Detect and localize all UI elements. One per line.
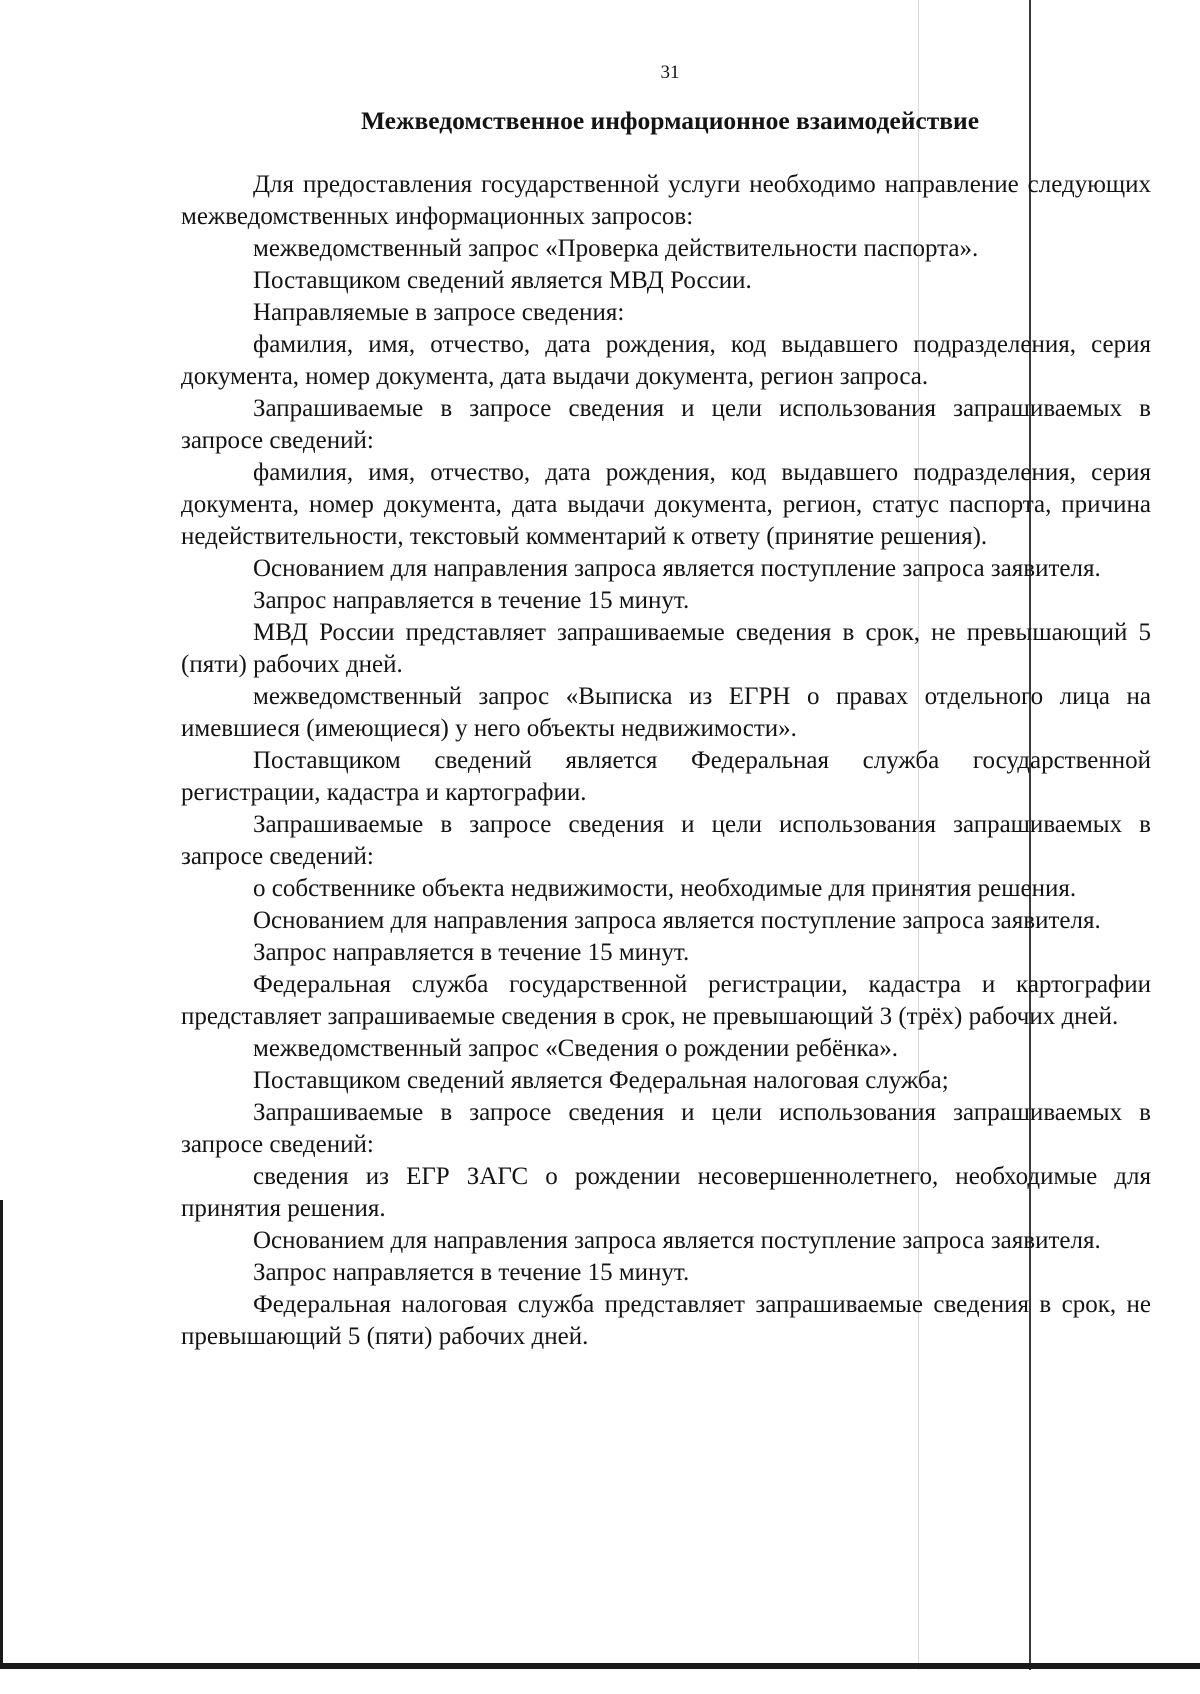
section-title: Межведомственное информационное взаимодействие [360, 106, 980, 135]
paragraph: Запрос направляется в течение 15 минут. [253, 939, 690, 966]
page-number: 31 [660, 62, 680, 83]
paragraph: Поставщиком сведений является МВД России. [253, 267, 752, 294]
paragraph: межведомственный запрос «Проверка действительности паспорта». [253, 235, 979, 262]
paragraph: Запрашиваемые в запросе сведения и цели использования запрашиваемых в запросе сведений: [181, 395, 1151, 454]
paragraph: Запрос направляется в течение 15 минут. [253, 587, 690, 614]
paragraph: Основанием для направления запроса является поступление запроса заявителя. [253, 907, 1101, 934]
paragraph: фамилия, имя, отчество, дата рождения, код выдавшего подразделения, серия документа, номер документа, дата выдачи документа, регион запроса. [181, 331, 1151, 390]
paragraph: Запрашиваемые в запросе сведения и цели использования запрашиваемых в запросе сведений: [181, 811, 1151, 870]
document-body [181, 169, 1151, 1353]
paragraph: фамилия, имя, отчество, дата рождения, код выдавшего подразделения, серия документа, номер документа, дата выдачи документа, регион, статус паспорта, причина недействительности, текстовый комментарий к ответу (принятие решения). [181, 459, 1151, 550]
paragraph: Основанием для направления запроса является поступление запроса заявителя. [253, 1227, 1101, 1254]
paragraph: сведения из ЕГР ЗАГС о рождении несовершеннолетнего, необходимые для принятия решения. [181, 1163, 1151, 1222]
paragraph: Поставщиком сведений является Федеральная служба государственной регистрации, кадастра и картографии. [181, 747, 1151, 806]
paragraph: Федеральная служба государственной регистрации, кадастра и картографии представляет запрашиваемые сведения в срок, не превышающий 3 (трёх) рабочих дней. [181, 971, 1151, 1030]
paragraph: Запрашиваемые в запросе сведения и цели использования запрашиваемых в запросе сведений: [181, 1099, 1151, 1158]
paragraph: межведомственный запрос «Сведения о рождении ребёнка». [253, 1035, 899, 1062]
scan-artifact-border [0, 1663, 1200, 1669]
scan-artifact-border [0, 1200, 3, 1669]
paragraph: Для предоставления государственной услуги необходимо направление следующих межведомственных информационных запросов: [181, 171, 1151, 230]
paragraph: Основанием для направления запроса является поступление запроса заявителя. [253, 555, 1101, 582]
paragraph: межведомственный запрос «Выписка из ЕГРН о правах отдельного лица на имевшиеся (имеющиеся) у него объекты недвижимости». [181, 683, 1151, 742]
paragraph: Запрос направляется в течение 15 минут. [253, 1259, 690, 1286]
paragraph: МВД России представляет запрашиваемые сведения в срок, не превышающий 5 (пяти) рабочих дней. [181, 619, 1151, 678]
paragraph: Поставщиком сведений является Федеральная налоговая служба; [253, 1067, 949, 1094]
paragraph: о собственнике объекта недвижимости, необходимые для принятия решения. [253, 875, 1077, 902]
paragraph: Федеральная налоговая служба представляет запрашиваемые сведения в срок, не превышающий 5 (пяти) рабочих дней. [181, 1291, 1151, 1350]
paragraph: Направляемые в запросе сведения: [253, 299, 625, 326]
